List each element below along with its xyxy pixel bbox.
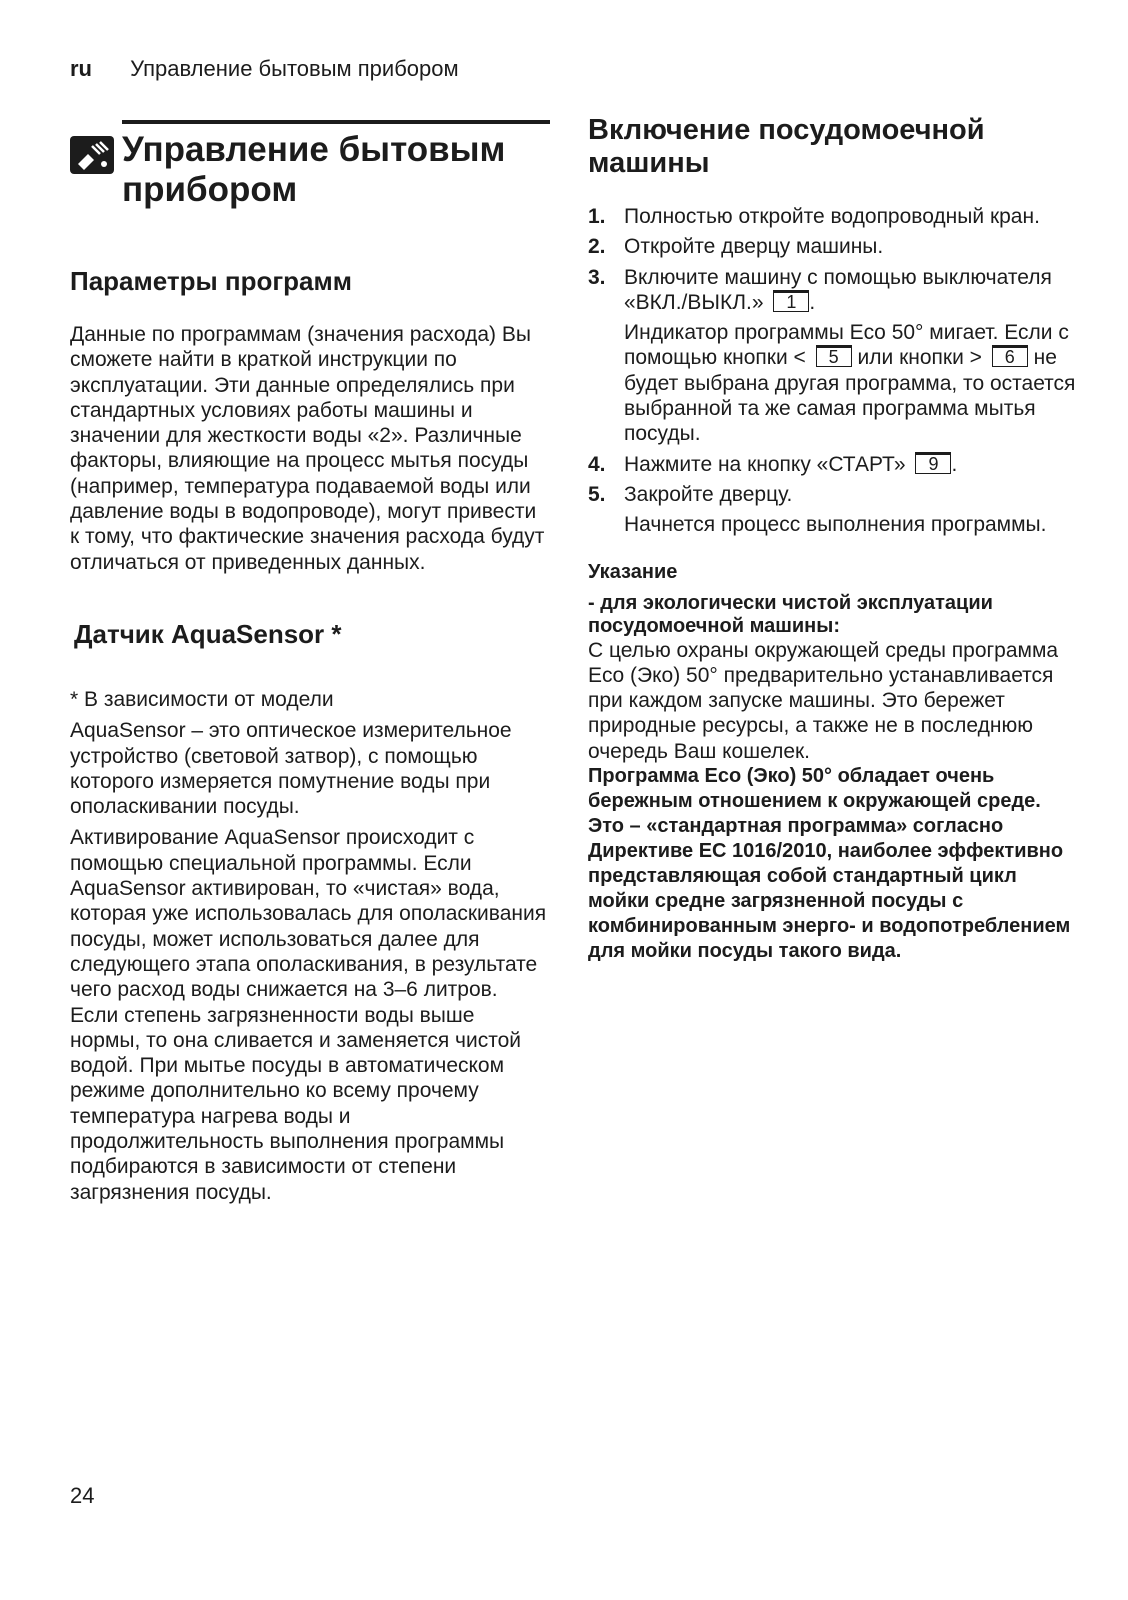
step-subtext-c: не будет выбрана другая программа, то остается выбранной та же самая программа мытья посуды. [624, 346, 1076, 446]
step-number: 1. [588, 205, 606, 228]
key-symbol: 9 [915, 452, 951, 474]
list-item [588, 234, 1078, 259]
list-item [588, 452, 1078, 477]
note-eco-heading: - для экологически чистой эксплуатации посудомоечной машины: [588, 591, 993, 637]
list-item [588, 482, 1078, 538]
step-text: Включите машину с помощью выключателя «ВКЛ./ВЫКЛ.» [624, 265, 1052, 314]
page-number: 24 [70, 1483, 95, 1508]
left-column [70, 120, 550, 1205]
step-text: Полностью откройте водопроводный кран. [624, 205, 1040, 228]
program-params-text: Данные по программам (значения расхода) Вы сможете найти в краткой инструкции по эксплуатации. Эти данные определялись при стандартных условиях работы машины и значении для жесткости воды «2». Различные факторы, влияющие на процесс мытья посуды (например, температура подаваемой воды или давление воды в водопроводе), могут привести к тому, что фактические значения расхода будут отличаться от приведенных данных. [70, 323, 545, 574]
title-rule [122, 120, 550, 124]
step-text: Закройте дверцу. [624, 482, 793, 506]
page-header [70, 56, 459, 82]
aquasensor-description: AquaSensor – это оптическое измерительное устройство (световой затвор), с помощью которого измеряется помутнение воды при ополаскивании посуды. [70, 719, 512, 819]
step-subtext: Начнется процесс выполнения программы. [624, 513, 1047, 537]
switch-on-heading: Включение посудомоечной машины [588, 114, 985, 179]
key-symbol: 5 [816, 345, 852, 367]
list-item [588, 265, 1078, 447]
appliance-operation-icon [70, 136, 114, 174]
header-section-title: Управление бытовым прибором [130, 56, 459, 81]
step-number: 2. [588, 235, 606, 259]
step-text: Откройте дверцу машины. [624, 235, 884, 259]
step-punct: . [951, 452, 958, 476]
step-number: 5. [588, 482, 606, 506]
key-symbol: 1 [773, 290, 809, 312]
note-text: С целью охраны окружающей среды программа Eco (Эко) 50° предварительно устанавливается при каждом запуске машины. Это бережет природные ресурсы, а также не в последнюю очередь Ваш кошелек. [588, 638, 1059, 763]
page-title: Управление бытовым прибором [122, 130, 506, 209]
list-item [588, 204, 1078, 229]
step-subtext-b: или кнопки > [857, 346, 982, 370]
aquasensor-activation-text: Активирование AquaSensor происходит с помощью специальной программы. Если AquaSensor активирован, то «чистая» вода, которая уже использовалась для ополаскивания посуды, может использоваться далее для следующего этапа ополаскивания, в результате чего расход воды снижается на 3–6 литров. Если степень загрязненности воды выше нормы, то она сливается и заменяется чистой водой. При мытье посуды в автоматическом режиме дополнительно ко всему прочему температура нагрева воды и продолжительность выполнения программы подбираются в зависимости от степени загрязнения посуды. [70, 826, 547, 1204]
language-code: ru [70, 56, 92, 81]
note-label: Указание [588, 560, 678, 583]
aquasensor-heading: Датчик AquaSensor * [74, 618, 342, 649]
program-params-heading: Параметры программ [70, 266, 352, 296]
right-column [588, 114, 1078, 964]
step-text: Нажмите на кнопку «СТАРТ» [624, 452, 906, 476]
step-punct: . [809, 290, 816, 314]
main-title-block [70, 130, 550, 210]
step-subtext-a: Индикатор программы Eco 50° мигает. Если с помощью кнопки < [624, 321, 1069, 370]
key-symbol: 6 [992, 345, 1028, 367]
aquasensor-model-note: * В зависимости от модели [70, 687, 334, 711]
step-number: 3. [588, 265, 606, 289]
note-strong-text: Программа Eco (Эко) 50° обладает очень бережным отношением к окружающей среде. Это – «стандартная программа» согласно Директиве ЕС 1016/2010, наиболее эффективно представляющая собой стандартный цикл мойки средне загрязненной посуды с комбинированным энерго- и водопотреблением для мойки посуды такого вида. [588, 765, 1071, 963]
switch-on-steps [588, 204, 1078, 538]
step-number: 4. [588, 452, 606, 476]
step-subtext [624, 320, 1078, 446]
